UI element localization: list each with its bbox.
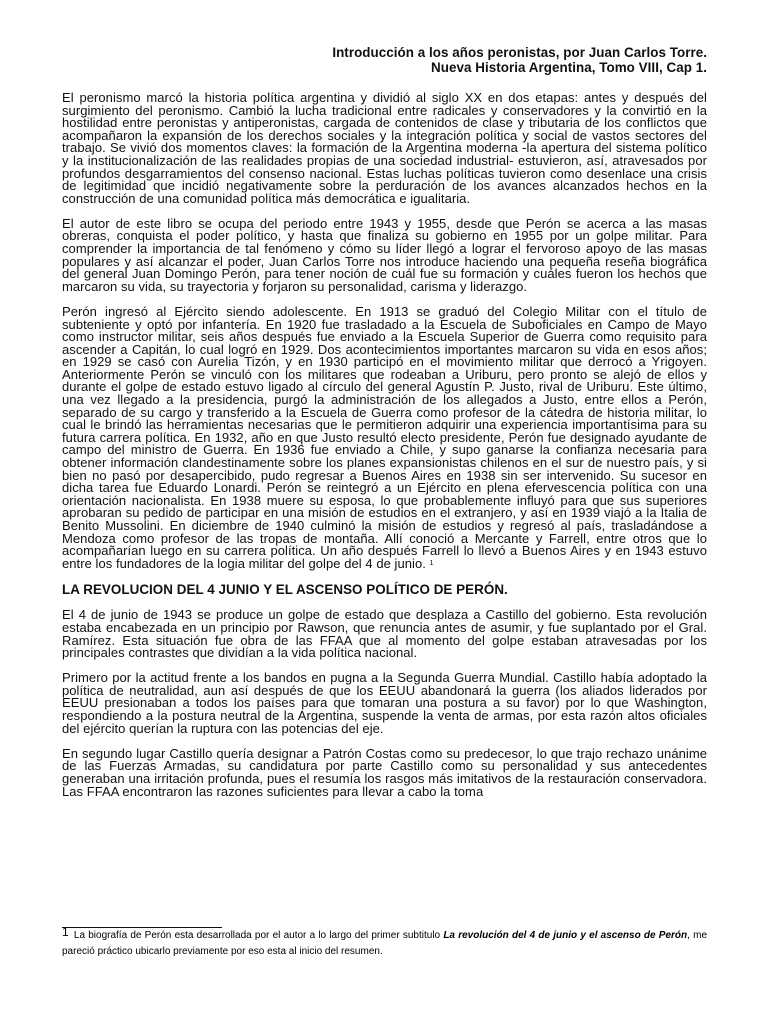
document-page [62, 45, 707, 798]
section-heading: LA REVOLUCION DEL 4 JUNIO Y EL ASCENSO POLÍTICO DE PERÓN. [62, 581, 508, 597]
paragraph-1: El peronismo marcó la historia política argentina y dividió al siglo XX en dos etapas: antes y después del surgimiento del peronismo. Cambió la lucha tradicional entre radicales y conservadores y la convirtió en la hostilidad entre peronistas y antiperonistas, cargada de contenidos de clase y tributaria de los conflictos que acompañaron la expansión de los derechos sociales y la integración política y social de vastos sectores del trabajo. Se vivió dos momentos claves: la formación de la Argentina moderna -la apertura del sistema político y la institucionalización de las realidades propias de una sociedad industrial- estuvieron, así, atravesados por profundos desgarramientos del consenso nacional. Estas luchas políticas tuvieron como desenlace una crisis de legitimidad que incidió negativamente sobre la perduración de los avances alcanzados hechos en la construcción de una comunidad política más democrática e igualitaria. [62, 90, 707, 206]
paragraph-3-text: Perón ingresó al Ejército siendo adolescente. En 1913 se graduó del Colegio Militar con el título de subteniente y optó por infantería. En 1920 fue trasladado a la Escuela de Suboficiales en Campo de Mayo como instructor militar, seis años después fue enviado a la Escuela Superior de Guerra como requisito para ascender a Capitán, lo cual logró en 1929. Dos acontecimientos importantes marcaron su vida en esos años; en 1929 se casó con Aurelia Tizón, y en 1930 participó en el movimiento militar que derrocó a Yrigoyen. Anteriormente Perón se vinculó con los militares que rodeaban a Uriburu, pero pronto se alejó de ellos y durante el golpe de estado estuvo ligado al círculo del general Agustín P. Justo, rival de Uriburu. Este último, una vez llegado a la presidencia, purgó la administración de los allegados a Justo, entre ellos a Perón, separado de su cargo y transferido a la Escuela de Guerra como profesor de la cátedra de historia militar, lo cual le brindó las herramientas necesarias que le permitieron adquirir una experiencia importantísima para su futura carrera política. En 1932, año en que Justo resultó electo presidente, Perón fue designado ayudante de campo del ministro de Guerra. En 1936 fue enviado a Chile, y supo ganarse la confianza necesaria para obtener información clandestinamente sobre los planes expansionistas chilenos en el sur de nuestro país, y si bien no pasó por desapercibido, pudo regresar a Buenos Aires en 1938 sin ser intervenido. Su sucesor en dicha tarea fue Eduardo Lonardi. Perón se reintegró a un Ejército en plena efervescencia política con una orientación nacionalista. En 1938 muere su esposa, lo que probablemente influyó para que sus superiores aprobaran su pedido de participar en una misión de estudios en el extranjero, y así en 1939 viajó a la Italia de Benito Mussolini. En diciembre de 1940 culminó la misión de estudios y regresó al país, trasladándose a Mendoza como profesor de las tropas de montaña. Allí conoció a Mercante y Farrell, entre otros que lo acompañarían luego en su carrera política. Un año después Farrell lo llevó a Buenos Aires y en 1943 estuvo entre los fundadores de la logia militar del golpe del 4 de junio. [62, 303, 707, 571]
footnote-reference[interactable]: 1 [429, 559, 434, 567]
paragraph-3 [62, 303, 707, 571]
footnote-number: 1 [62, 925, 69, 939]
footnote-text-part-1: La biografía de Perón esta desarrollada por el autor a lo largo del primer subtitulo [73, 930, 444, 941]
footnote-section [62, 927, 707, 960]
paragraph-5: Primero por la actitud frente a los bandos en pugna a la Segunda Guerra Mundial. Castillo había adoptado la política de neutralidad, aun así después de que los EEUU abandonará la guerra (los aliados liderados por EEUU presionaban a todos los países para que tomaran una postura a su favor) por lo que Washington, respondiendo a la postura neutral de la Argentina, suspende la venta de armas, por esta razón altos oficiales del ejército querían la ruptura con las potencias del eje. [62, 670, 707, 736]
document-title-line-2: Nueva Historia Argentina, Tomo VIII, Cap 1. [431, 60, 707, 75]
paragraph-4: El 4 de junio de 1943 se produce un golpe de estado que desplaza a Castillo del gobierno. Esta revolución estaba encabezada en un principio por Rawson, que renuncia antes de asumir, y fue suplantado por el Gral. Ramírez. Esta situación fue obra de las FFAA que al momento del golpe estaban atravesadas por los principales contrastes que dividían a la vida política nacional. [62, 607, 707, 661]
footnote-text [62, 925, 708, 960]
footnote-text-part-2: , me pareció práctico ubicarlo previamente por eso esta al inicio del resumen. [62, 930, 708, 957]
document-title-line-1: Introducción a los años peronistas, por Juan Carlos Torre. [332, 45, 707, 60]
footnote-emphasis: La revolución del 4 de junio y el ascenso de Perón [443, 930, 688, 941]
paragraph-6: En segundo lugar Castillo quería designar a Patrón Costas como su predecesor, lo que trajo rechazo unánime de las Fuerzas Armadas, su candidatura por parte Castillo como su personalidad y sus antecedentes generaban una irritación profunda, pues el resumía los rasgos más imitativos de la restauración conservadora. Las FFAA encontraron las razones suficientes para llevar a cabo la toma [62, 745, 707, 799]
paragraph-2: El autor de este libro se ocupa del periodo entre 1943 y 1955, desde que Perón se acerca a las masas obreras, conquista el poder político, y hasta que finaliza su gobierno en 1955 por un golpe militar. Para comprender la importancia de tal fenómeno y cómo su líder llegó a lograr el fervoroso apoyo de las masas populares y así alcanzar el poder, Juan Carlos Torre nos introduce haciendo una pequeña reseña biográfica del general Juan Domingo Perón, para tener noción de cuál fue su formación y cuáles fueron los hechos que marcaron su vida, su trayectoria y forjaron su personalidad, carisma y liderazgo. [62, 215, 707, 294]
